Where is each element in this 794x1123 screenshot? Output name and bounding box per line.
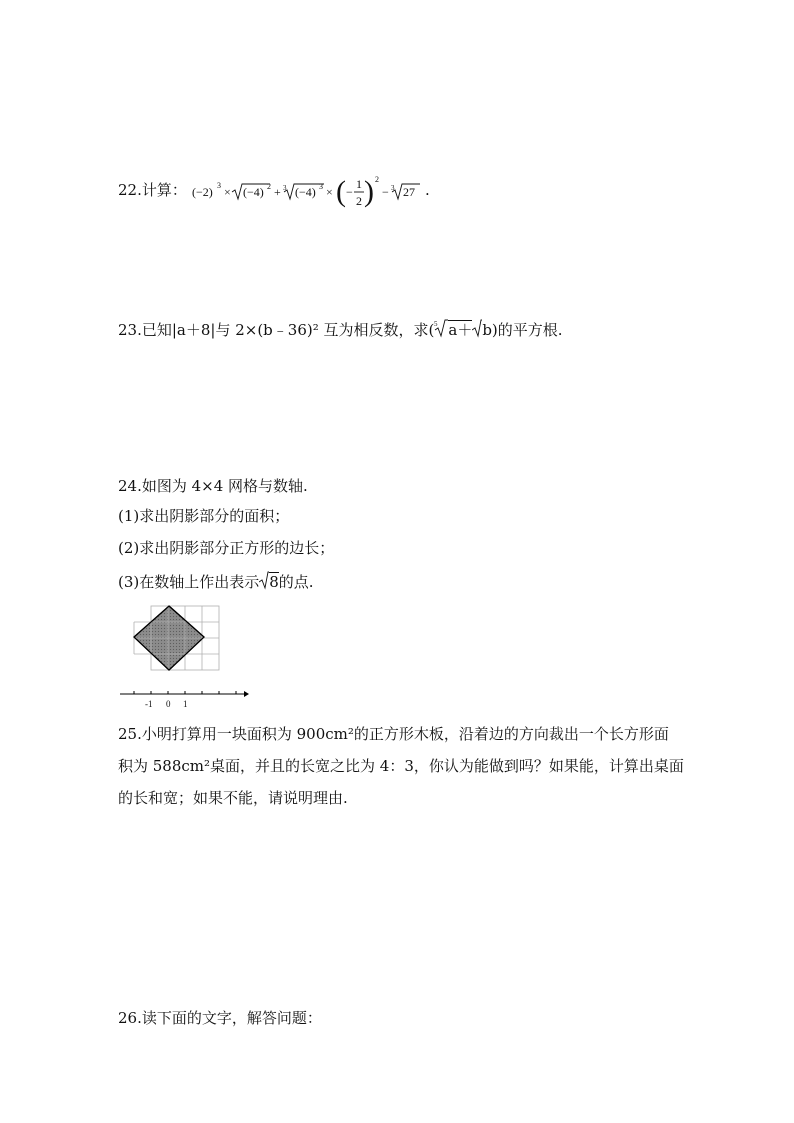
question-22-number: 22. (118, 181, 142, 199)
svg-text:2: 2 (375, 175, 379, 184)
question-22-text: 计算： (141, 181, 187, 199)
question-25-text-1: 小明打算用一块面积为 900cm²的正方形木板，沿着边的方向裁出一个长方形面 (141, 725, 669, 743)
svg-text:−: − (382, 185, 389, 199)
question-25-number: 25. (118, 725, 142, 743)
svg-text:3: 3 (217, 181, 221, 190)
question-22-formula (192, 168, 432, 216)
number-line (120, 691, 249, 697)
svg-text:(−4): (−4) (295, 185, 316, 199)
sqrt-icon (472, 318, 482, 343)
svg-text:2: 2 (356, 194, 362, 208)
question-24-part-2: (2)求出阴影部分正方形的边长； (118, 539, 335, 557)
question-23-text-c: b)的平方根. (482, 321, 563, 339)
question-25-line-1 (118, 724, 669, 744)
question-24-part-3-a: (3)在数轴上作出表示 (118, 573, 260, 591)
svg-text:27: 27 (403, 185, 415, 199)
svg-text:): ) (364, 175, 374, 208)
svg-text:5: 5 (434, 320, 438, 328)
question-22 (118, 180, 187, 200)
question-23-number: 23. (118, 321, 142, 339)
svg-text:−: − (346, 185, 353, 199)
question-25-line-2: 积为 588cm²桌面，并且的长宽之比为 4：3，你认为能做到吗？如果能，计算出桌面 (118, 757, 684, 775)
sqrt-icon (259, 570, 269, 595)
question-24-part-3-radicand: 8 (269, 573, 279, 591)
axis-label-1: 1 (183, 699, 188, 709)
svg-text:×: × (224, 185, 231, 199)
question-23-text-a: 已知|a＋8|与 2×(b﹣36)² 互为相反数，求( (141, 321, 435, 339)
grid-and-number-line-figure (118, 600, 250, 712)
question-25-line-3: 的长和宽；如果不能，请说明理由. (118, 789, 348, 807)
question-24-number: 24. (118, 477, 142, 495)
axis-label-0: 0 (166, 699, 171, 709)
question-26-text: 读下面的文字，解答问题： (141, 1009, 322, 1027)
question-22-period: . (425, 181, 430, 199)
fifth-root-icon (434, 318, 448, 343)
question-23-text-b: a＋ (448, 321, 473, 339)
svg-text:+: + (274, 185, 281, 199)
svg-text:3: 3 (391, 184, 395, 192)
svg-text:(: ( (336, 175, 346, 208)
axis-label-minus-1: -1 (145, 699, 153, 709)
svg-text:1: 1 (356, 177, 362, 191)
svg-text:3: 3 (283, 184, 287, 192)
question-23 (118, 318, 563, 343)
question-24-part-3 (118, 570, 314, 595)
question-24-part-1: (1)求出阴影部分的面积； (118, 507, 290, 525)
svg-text:2: 2 (267, 182, 271, 191)
question-24 (118, 476, 308, 496)
question-26-number: 26. (118, 1009, 142, 1027)
svg-text:3: 3 (319, 182, 323, 191)
svg-text:×: × (326, 185, 333, 199)
svg-text:(−4): (−4) (243, 185, 264, 199)
question-24-part-3-c: 的点. (278, 573, 314, 591)
svg-text:(−2): (−2) (192, 185, 213, 199)
question-26 (118, 1008, 322, 1028)
question-24-title: 如图为 4×4 网格与数轴. (141, 477, 308, 495)
